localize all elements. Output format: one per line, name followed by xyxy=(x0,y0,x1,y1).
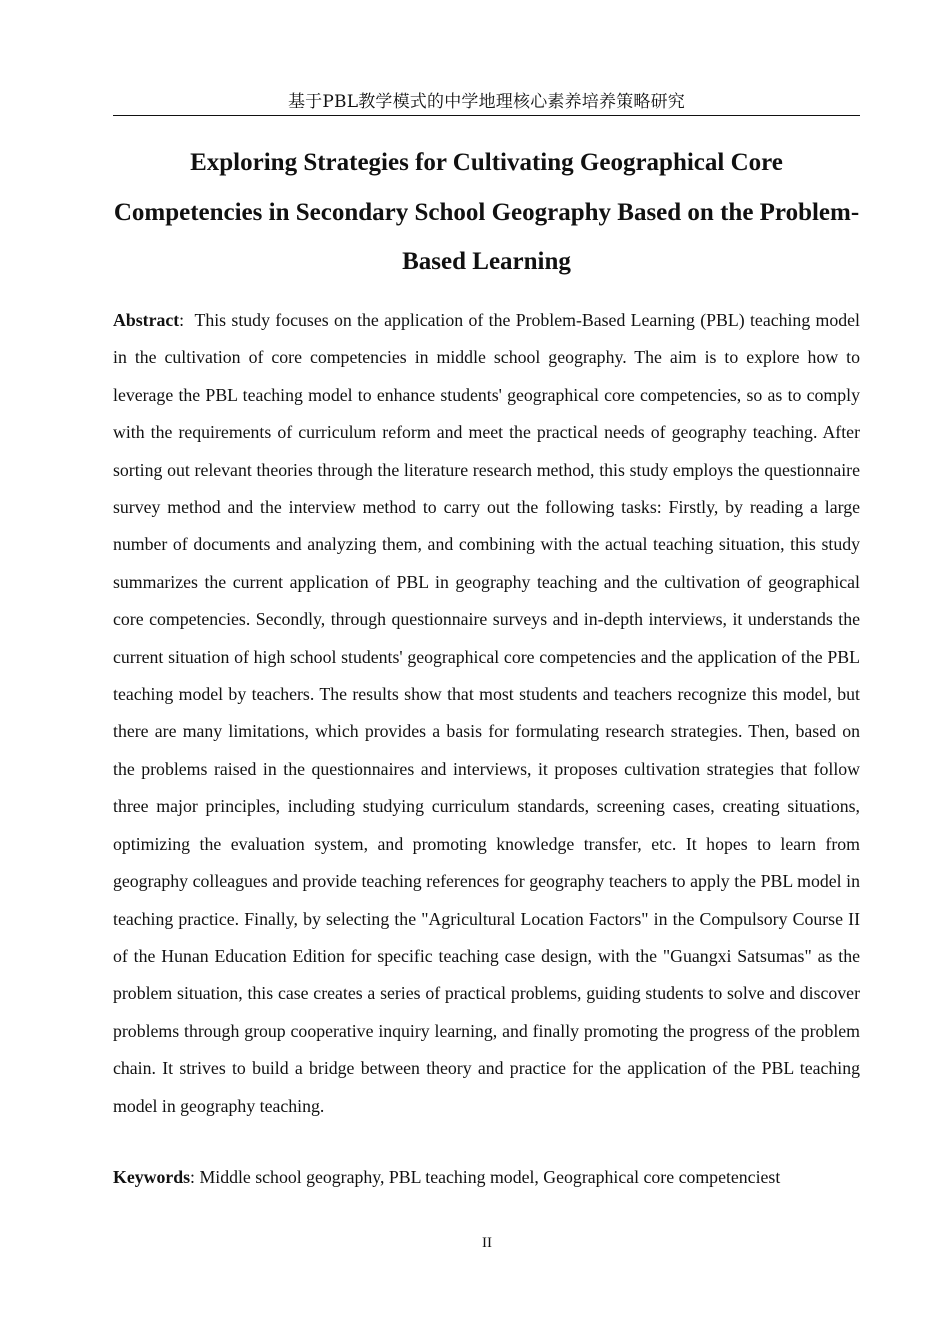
header-rule xyxy=(113,115,860,116)
keywords-separator: : xyxy=(190,1167,200,1187)
running-header: 基于PBL教学模式的中学地理核心素养培养策略研究 xyxy=(287,92,686,112)
abstract-paragraph xyxy=(113,302,860,1125)
keywords-text: Middle school geography, PBL teaching model, Geographical core competenciest xyxy=(199,1167,781,1187)
abstract-label: Abstract xyxy=(113,310,180,330)
paper-title: Exploring Strategies for Cultivating Geographical Core Competencies in Secondary School Geography Based on the Problem-Based Learning xyxy=(113,149,860,275)
abstract-text: This study focuses on the application of the Problem-Based Learning (PBL) teaching model in the cultivation of core competencies in middle school geography. The aim is to explore how to leverage the PBL teaching model to enhance students' geographical core competencies, so as to comply with the requirements of curriculum reform and meet the practical needs of geography teaching. After sorting out relevant theories through the literature research method, this study employs the questionnaire survey method and the interview method to carry out the following tasks: Firstly, by reading a large number of documents and analyzing them, and combining with the actual teaching situation, this study summarizes the current application of PBL in geography teaching and the cultivation of geographical core competencies. Secondly, through questionnaire surveys and in-depth interviews, it understands the current situation of high school students' geographical core competencies and the application of the PBL teaching model by teachers. The results show that most students and teachers recognize this model, but there are many limitations, which provides a basis for formulating research strategies. Then, based on the problems raised in the questionnaires and interviews, it proposes cultivation strategies that follow three major principles, including studying curriculum standards, screening cases, creating situations, optimizing the evaluation system, and promoting knowledge transfer, etc. It hopes to learn from geography colleagues and provide teaching references for geography teachers to apply the PBL model in teaching practice. Finally, by selecting the "Agricultural Location Factors" in the Compulsory Course II of the Hunan Education Edition for specific teaching case design, with the "Guangxi Satsumas" as the problem situation, this case creates a series of practical problems, guiding students to solve and discover problems through group cooperative inquiry learning, and finally promoting the progress of the problem chain. It strives to build a bridge between theory and practice for the application of the PBL teaching model in geography teaching. xyxy=(113,310,861,1116)
keywords-label: Keywords xyxy=(113,1167,191,1187)
keywords-line xyxy=(113,1159,860,1196)
abstract-separator: : xyxy=(179,310,195,330)
page-number: II xyxy=(482,1235,492,1251)
